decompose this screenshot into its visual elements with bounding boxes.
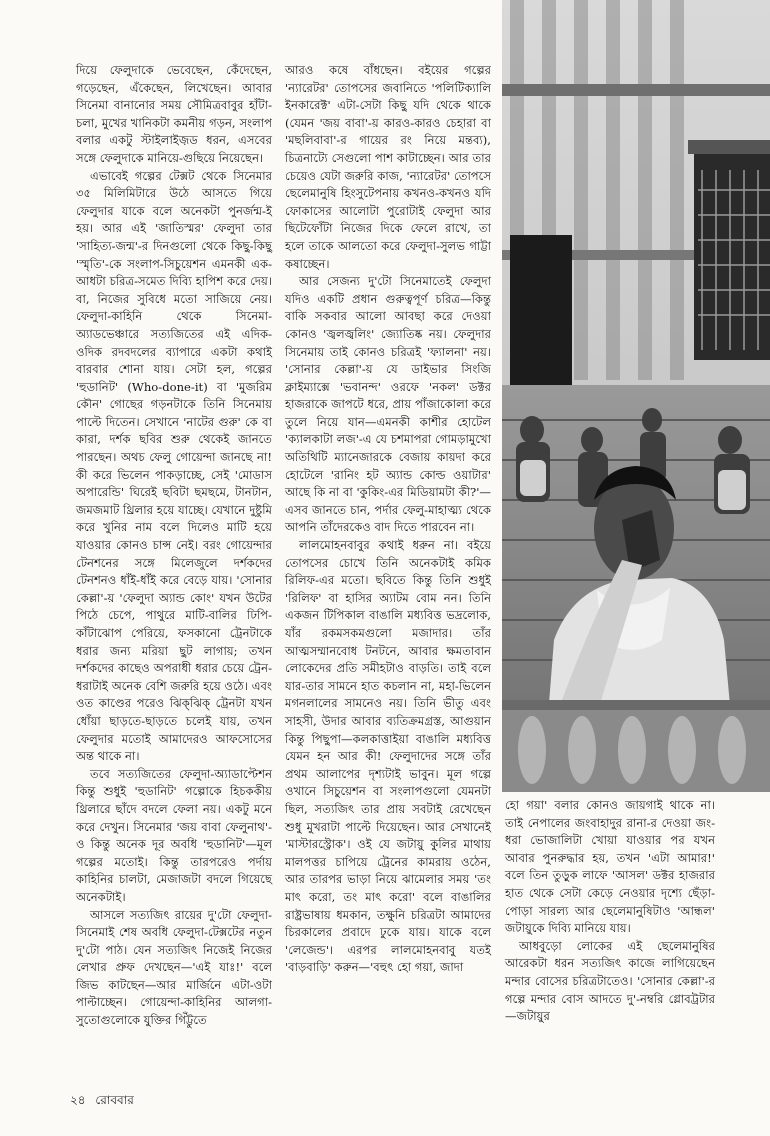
paragraph: হো গয়া' বলার কোনও জায়গাই থাকে না। তাই নেপালের জংবাহাদুর রানা-র দেওয়া জং-ধরা ভোজালিটা খোয়া যাওয়ার পর যখন আবার পুনরুদ্ধার হয়, তখন 'এটা আমার!' বলে তিন তুড়ুক লাফে 'আসল' ডক্টর হাজরার হাত থেকে সেটা কেড়ে নেওয়ার দৃশ্যে ছেঁড়া-পোড়া সারল্য আর ছেলেমানুষিটাও 'আন্ধল' জটায়ুকে দিব্যি মানিয়ে যায়। (505, 798, 715, 936)
paragraph: আসলে সত্যজিৎ রায়ের দু'টো ফেলুদা-সিনেমাই শেষ অবধি ফেলুদা-টেক্সটের নতুন দু'টো পাঠ। যেন সত্যজিৎ নিজেই নিজের লেখার প্রুফ দেখছেন—'এই যাঃ!' বলে জিভ কাটছেন—আর মার্জিনে এটা-ওটা পাল্টাচ্ছেন। গোয়েন্দা-কাহিনির আলগা-সুতোগুলোকে যুক্তির গিঁট্টুতে (76, 907, 272, 1028)
paragraph: দিয়ে ফেলুদাকে ভেবেছেন, কেঁদেছেন, গড়েছেন, এঁকেছেন, লিখেছেন। আবার সিনেমা বানানোর সময় সৌমিত্রবাবুর হাঁটা-চলা, মুখের খানিকটা কমনীয় গড়ন, সংলাপ বলার একটু স্টাইলাইজ়ড ধরন, এসবের সঙ্গে ফেলুদাকে মানিয়ে-গুছিয়ে নিয়েছেন। (76, 63, 272, 165)
article-column-1 (76, 62, 272, 1030)
article-photo (502, 0, 770, 792)
article-column-3 (505, 797, 715, 1026)
page-footer (70, 1092, 140, 1112)
paragraph: আর সেজন্য দু'টো সিনেমাতেই ফেলুদা যদিও একটি প্রধান গুরুত্বপূর্ণ চরিত্র—কিন্তু বাকি সকবার আলো আবছা করে দেওয়া কোনও 'জ্বলজ্বলিং' জ্যোতিষ্ক নয়। ফেলুদার সিনেমায় তাই কোনও চরিত্রই 'ফ্যালনা' নয়। 'সোনার কেল্লা'-য় যে ডাইভার সিংজি ক্লাইম্যাক্সে 'ভবানন্দ' ওরফে 'নকল' ডক্টর হাজরাকে জাপটে ধরে, প্রায় পাঁজাকোলা করে তুলে নিয়ে যান—এমনকী কাশীর হোটেল 'ক্যালকাটা লজ'-এ যে চশমাপরা গোমড়ামুখো অতিথিটি ম্যানেজারকে বেজায় কায়দা করে হোটেলে 'রানিং হট অ্যান্ড কোল্ড ওয়াটার' আছে কি না বা 'কুকিং-এর মিডিয়ামটা কী?'—এসব জানতে চান, পর্দার ফেলু-মাহাত্ম্য থেকে আপনি তাঁদেরকেও বাদ দিতে পারবেন না। (285, 274, 492, 535)
paragraph: লালমোহনবাবুর কথাই ধরুন না। বইয়ে তোপসের চোখে তিনি অনেকটাই কমিক রিলিফ-এর মতো। ছবিতে কিন্তু তিনি শুধুই 'রিলিফ' বা হাসির অ্যাটম বোম নন। তিনি একজন টিপিকাল বাঙালি মধ্যবিত্ত ভদ্রলোক, যাঁর রকমসকমগুলো মজাদার। তাঁর আত্মসম্মানবোধ টনটনে, আবার ক্ষমতাবান লোকেদের প্রতি সমীহটাও বাড়তি। তাই বলে যার-তার সামনে হাত কচলান না, মহা-ভিলেন মগনলালের সামনেও নয়। তিনি ভীতু এবং সাহসী, উদার আবার ব্যতিক্রমগ্রস্ত, আগুয়ান কিন্তু পিছুপা—কলকাত্তাইয়া বাঙালি মধ্যবিত্ত যেমন হন আর কী! ফেলুদাদের সঙ্গে তাঁর প্রথম আলাপের দৃশ্যটাই ভাবুন। মূল গল্পে ওখানে সিচুয়েশন বা সংলাপগুলো যেমনটা ছিল, সত্যজিৎ তার প্রায় সবটাই রেখেছেন শুধু মুখরাটা পাল্টে দিয়েছেন। আর সেখানেই 'মাস্টারস্ট্রোক'। ওই যে জটায়ু কুলির মাথায় মালপত্তর চাপিয়ে ট্রেনের কামরায় ওঠেন, আর তারপর ভাড়া নিয়ে ঝামেলার সময় 'তং মাৎ করো, তং মাৎ করো' বলে বাঙালির রাষ্ট্রভাষায় ধমকান, তক্ষুনি চরিত্রটা আমাদের চিরকালের প্রবাদে ঢুকে যায়। যাকে বলে 'লেজেন্ড'। এরপর লালমোহনবাবু যতই 'বাড়বাড়ি' করুন—'বহুৎ হো গয়া, জাদা (285, 538, 491, 975)
paragraph: আধবুড়ো লোকের এই ছেলেমানুষির আরেকটা ধরন সত্যজিৎ কাজে লাগিয়েছেন মন্দার বোসের চরিত্রটাতেও। 'সোনার কেল্লা'-র গল্পে মন্দার বোস আদতে দু'-নম্বরি গ্লোবট্রটার—জটায়ুর (505, 938, 715, 1024)
paragraph: তবে সত্যজিতের ফেলুদা-অ্যাডাপ্টেশন কিন্তু শুধুই 'হুডানিট' গল্পোকে হিচককীয় থ্রিলারে ছাঁদে বদলে ফেলা নয়। একটু মনে করে দেখুন। সিনেমার 'জয় বাবা ফেলুনাথ'-ও কিন্তু অনেক দূর অবধি 'হুডানিট'—মূল গল্পের মতোই। কিন্তু তারপরেও পর্দায় কাহিনির চালটা, মেজাজটা বদলে গিয়েছে অনেকটাই। (76, 766, 272, 904)
paragraph: আরও কষে বাঁধছেন। বইয়ের গল্পের 'ন্যারেটর' তোপসের জবানিতে 'পলিটিক্যালি ইনকারেক্ট' এটা-সেটা কিছু যদি থেকে থাকে (যেমন 'জয় বাবা'-য় কারও-কারও চেহারা বা 'মছলিবাবা'-র গায়ের রং নিয়ে মন্তব্য), চিত্রনাট্যে সেগুলো পাশ কাটাচ্ছেন। আর তার চেয়েও যেটা জরুরি কাজ, 'ন্যারেটর' তোপসে ছেলেমানুষি হিংসুটেপনায় কখনও-কখনও যদি ফোকাসের আলোটা পুরোটাই ফেলুদা আর ছিটেফোঁটা নিজের দিকে ফেলে রাখে, তা হলে তাকে আলতো করে ফেলুদা-সুলভ গাট্টা কষাচ্ছেন। (285, 63, 491, 271)
magazine-name: রোববার (95, 1093, 134, 1107)
article-column-2 (285, 62, 491, 977)
page-number: ২৪ (70, 1093, 86, 1107)
paragraph: এভাবেই গল্পের টেক্সট থেকে সিনেমার ৩৫ মিলিমিটারে উঠে আসতে গিয়ে ফেলুদার যাকে বলে অনেকটা পুনর্জন্ম-ই হয়। আর এই 'জাতিস্মর' ফেলুদা তার 'সাহিত্য-জন্ম'-র দিনগুলো থেকে কিছু-কিছু 'স্মৃতি'-কে সংলাপ-সিচুয়েশন এমনকী এক-আধটা চরিত্র-সমেত দিব্যি হাপিশ করে দেয়। বা, নিজের সুবিধে মতো সাজিয়ে নেয়। ফেলুদা-কাহিনি থেকে সিনেমা-অ্যাডভেঞ্চারে সত্যজিতের এই এদিক-ওদিক রদবদলের ব্যাপারে একটা কথাই বারবার শোনা যায়। সেটা হল, গল্পের 'হুডানিট' (Who-done-it) বা 'মুজরিম কৌন' গোছের গড়নটাকে তিনি সিনেমায় পাল্টে দিতেন। সেখানে 'নাটের গুরু' কে বা কারা, দর্শক ছবির শুরু থেকেই জানতে পারছেন। অথচ ফেলু গোয়েন্দা জানছে না! কী করে ভিলেন পাকড়াচ্ছে, সেই 'মোডাস অপারেন্ডি' ঘিরেই ছবিটা ছমছমে, টানটান, জমজমাট থ্রিলার হয়ে যাচ্ছে। যেখানে দুষ্টুমি করে খুনির নাম বলে দিলেও মাটি হয়ে যাওয়ার কোনও চান্স নেই। বরং গোয়েন্দার টেনশনের সঙ্গে মিলেজুলে দর্শকদের টেনশনও ধাঁই-ধাঁই করে বেড়ে যায়। 'সোনার কেল্লা'-য় 'ফেলুদা অ্যান্ড কোং' যখন উটের পিঠে চেপে, পাথুরে মাটি-বালির ঢিপি-কাঁটাঝোপ পেরিয়ে, ফসকানো ট্রেনটাকে ধরার জন্য মরিয়া ছুট লাগায়; তখন দর্শকদের কাছেও অপরাধী ধরার চেয়ে ট্রেন-ধরাটাই অনেক বেশি জরুরি হয়ে ওঠে। এবং ওত কাণ্ডের পরেও ঝিক্‌ঝিক্ ট্রেনটা যখন ধোঁয়া ছাড়তে-ছাড়তে চলেই যায়, তখন ফেলুদার মতোই আমাদেরও আফসোসের অন্ত থাকে না। (76, 168, 272, 764)
photo-illustration-icon (502, 0, 770, 792)
